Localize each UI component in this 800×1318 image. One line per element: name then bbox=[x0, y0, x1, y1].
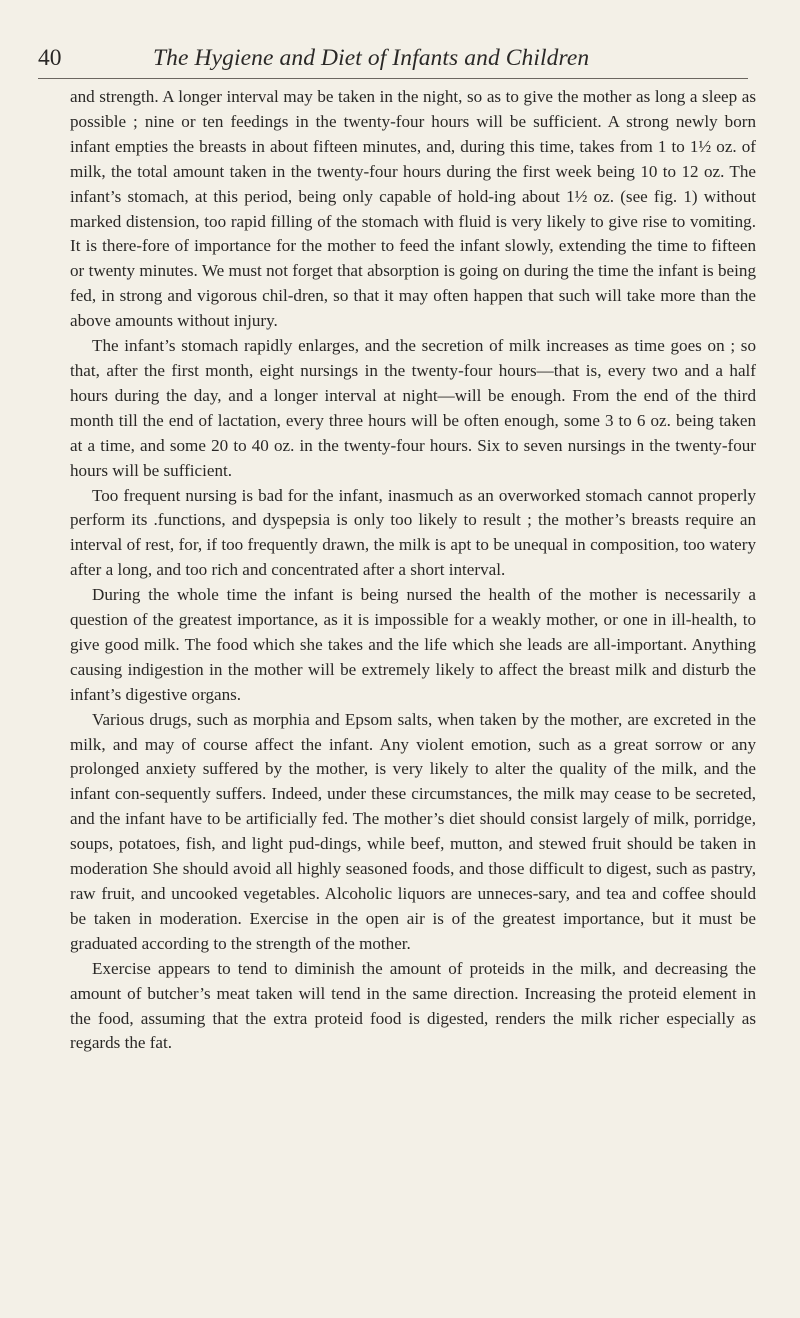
paragraph: and strength. A longer interval may be taken in the night, so as to give the mother as long a sleep as possible ; nine or ten feedings in the twenty-four hours will be sufficient. A strong newly born infant empties the breasts in about fifteen minutes, and, during this time, takes from 1 to 1½ oz. of milk, the total amount taken in the twenty-four hours during the first week being 10 to 12 oz. The infant’s stomach, at this period, being only capable of hold-ing about 1½ oz. (see fig. 1) without marked distension, too rapid filling of the stomach with fluid is very likely to give rise to vomiting. It is there-fore of importance for the mother to feed the infant slowly, extending the time to fifteen or twenty minutes. We must not forget that absorption is going on during the time the infant is being fed, in strong and vigorous chil-dren, so that it may often happen that such will take more than the above amounts without injury. bbox=[70, 87, 756, 331]
running-title: The Hygiene and Diet of Infants and Children bbox=[153, 45, 590, 71]
paragraph: Too frequent nursing is bad for the infant, inasmuch as an overworked stomach cannot properly perform its .functions, and dyspepsia is only too likely to result ; the mother’s breasts require an interval of rest, for, if too frequently drawn, the milk is apt to be unequal in composition, too watery after a long, and too rich and concentrated after a short interval. bbox=[70, 485, 756, 580]
header-rule bbox=[38, 78, 748, 79]
paragraph: During the whole time the infant is being nursed the health of the mother is necessarily a question of the greatest importance, as it is impossible for a weakly mother, or one in ill-health, to give good milk. The food which she takes and the life which she leads are all-important. Anything causing indigestion in the mother will be extremely likely to affect the breast milk and disturb the infant’s digestive organs. bbox=[70, 585, 756, 704]
paragraph: Various drugs, such as morphia and Epsom salts, when taken by the mother, are excreted in the milk, and may of course affect the infant. Any violent emotion, such as a great sorrow or any prolonged anxiety suffered by the mother, is very likely to alter the quality of the milk, and the infant con-sequently suffers. Indeed, under these circumstances, the milk may cease to be secreted, and the infant have to be artificially fed. The mother’s diet should consist largely of milk, porridge, soups, potatoes, fish, and light pud-dings, while beef, mutton, and stewed fruit should be taken in moderation She should avoid all highly seasoned foods, and those difficult to digest, such as pastry, raw fruit, and uncooked vegetables. Alcoholic liquors are unneces-sary, and tea and coffee should be taken in moderation. Exercise in the open air is of the greatest importance, but it must be graduated according to the strength of the mother. bbox=[70, 709, 756, 953]
page-number: 40 bbox=[38, 45, 62, 71]
body-text bbox=[70, 85, 756, 1056]
paragraph: Exercise appears to tend to diminish the amount of proteids in the milk, and decreasing the amount of butcher’s meat taken will tend in the same direction. Increasing the proteid element in the food, assuming that the extra proteid food is digested, renders the milk richer especially as regards the fat. bbox=[70, 958, 756, 1053]
running-head bbox=[38, 38, 740, 78]
paragraph: The infant’s stomach rapidly enlarges, and the secretion of milk increases as time goes on ; so that, after the first month, eight nursings in the twenty-four hours—that is, every two and a half hours during the day, and a longer interval at night—will be enough. From the end of the third month till the end of lactation, every three hours will be often enough, some 3 to 6 oz. being taken at a time, and some 20 to 40 oz. in the twenty-four hours. Six to seven nursings in the twenty-four hours will be sufficient. bbox=[70, 336, 756, 480]
